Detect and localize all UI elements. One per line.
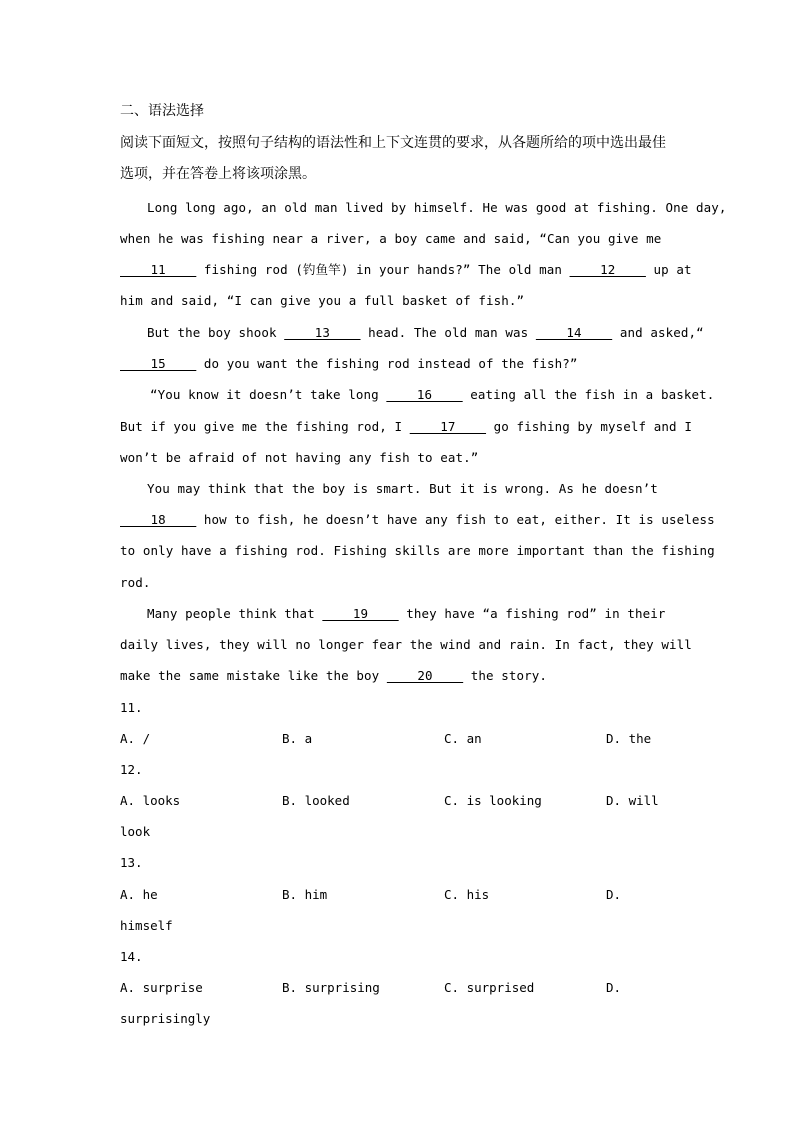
option-d-continued: himself [120,918,173,933]
option-b[interactable]: B. a [282,731,313,746]
passage-line: Long long ago, an old man lived by himself. He was good at fishing. One day, [147,200,727,215]
passage-line [120,260,692,280]
option-d-continued: surprisingly [120,1011,211,1026]
question-number: 13. [120,855,143,870]
passage-text: go fishing by myself and I [486,419,692,434]
passage-line [120,666,547,686]
passage-text: head. The old man was [360,325,536,340]
passage-text: and asked,“ [612,325,704,340]
passage-line [147,323,704,343]
option-d[interactable]: D. the [606,731,652,746]
option-d[interactable]: D. [606,980,622,995]
passage-line: You may think that the boy is smart. But it is wrong. As he doesn’t [147,481,658,496]
passage-text: But if you give me the fishing rod, I [120,419,410,434]
passage-text: up at [645,262,692,277]
passage-line: rod. [120,575,151,590]
blank-18: ____18____ [120,512,197,527]
passage-text: the story. [463,668,548,683]
section-heading: 二、语法选择 [120,103,204,119]
blank-15: ____15____ [120,356,197,371]
blank-13: ____13____ [284,325,361,340]
option-c[interactable]: C. an [444,731,482,746]
blank-20: ____20____ [386,668,464,683]
option-c[interactable]: C. surprised [444,980,535,995]
passage-line: to only have a fishing rod. Fishing skills are more important than the fishing [120,543,715,558]
question-number: 12. [120,762,143,777]
passage-text: fishing rod (钓鱼竿) in your hands?” The old man [196,262,570,277]
blank-12: ____12____ [569,262,646,277]
passage-text: “You know it doesn’t take long [150,387,387,402]
passage-line [147,604,666,624]
passage-text: they have “a fishing rod” in their [398,606,666,621]
option-a[interactable]: A. he [120,887,158,902]
question-number: 11. [120,700,143,715]
passage-line [150,385,714,405]
option-b[interactable]: B. surprising [282,980,380,995]
instruction-line-2: 选项，并在答卷上将该项涂黑。 [120,166,316,182]
question-number: 14. [120,949,143,964]
passage-line: him and said, “I can give you a full basket of fish.” [120,293,525,308]
option-c[interactable]: C. his [444,887,490,902]
blank-16: ____16____ [386,387,463,402]
passage-text: do you want the fishing rod instead of the fish?” [196,356,578,371]
passage-line [120,417,692,437]
option-a[interactable]: A. looks [120,793,181,808]
passage-line: when he was fishing near a river, a boy came and said, “Can you give me [120,231,662,246]
blank-17: ____17____ [409,419,487,434]
passage-text: But the boy shook [147,325,285,340]
option-a[interactable]: A. surprise [120,980,203,995]
instruction-line-1: 阅读下面短文，按照句子结构的语法性和上下文连贯的要求，从各题所给的项中选出最佳 [120,135,666,151]
option-d[interactable]: D. [606,887,622,902]
passage-line [120,354,578,374]
passage-text: Many people think that [147,606,323,621]
option-a[interactable]: A. / [120,731,151,746]
passage-text: make the same mistake like the boy [120,668,387,683]
passage-line [120,510,715,530]
option-d[interactable]: D. will [606,793,659,808]
option-c[interactable]: C. is looking [444,793,542,808]
option-d-continued: look [120,824,151,839]
option-b[interactable]: B. him [282,887,328,902]
option-b[interactable]: B. looked [282,793,350,808]
passage-line: daily lives, they will no longer fear the wind and rain. In fact, they will [120,637,692,652]
blank-14: ____14____ [535,325,613,340]
blank-11: ____11____ [120,262,197,277]
passage-text: how to fish, he doesn’t have any fish to eat, either. It is useless [196,512,715,527]
passage-line: won’t be afraid of not having any fish to eat.” [120,450,479,465]
blank-19: ____19____ [322,606,399,621]
passage-text: eating all the fish in a basket. [462,387,715,402]
